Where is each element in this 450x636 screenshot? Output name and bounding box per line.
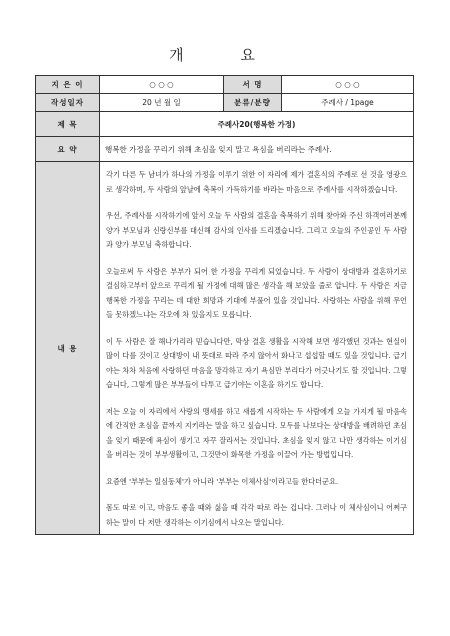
seo-label: 서 명 [224,76,282,94]
date-value: 20 년 월 일 [100,94,224,112]
category-value: 주례사 / 1page [282,94,414,112]
category-label: 분류/분량 [224,94,282,112]
author-label: 지 은 이 [36,76,100,94]
content-paragraph: 요즘엔 '부부는 일심동체'가 아니라 '부부는 이체사심'이라고들 한다더군요. [106,476,339,486]
date-label: 작성일자 [36,94,100,112]
subject-label: 제 목 [36,112,100,137]
overview-table [35,75,414,535]
seo-value: ○ ○ ○ [282,76,414,94]
subject-row [36,112,414,137]
document-title: 개 요 [169,46,281,64]
author-value: ○ ○ ○ [100,76,224,94]
summary-value: 행복한 가정을 꾸리기 위해 초심을 잊지 말고 욕심을 버리라는 주례사. [100,137,414,162]
content-body [100,162,414,535]
content-paragraph: 저는 오늘 이 자리에서 사랑의 맹세를 하고 새롭게 시작하는 두 사람에게 오늘 가지게 될 마음속에 간직한 초심을 끝까지 지키라는 말을 하고 싶습니다. 모두를 나보다는 상대방을 배려하던 초심을 잊기 때문에 욕심이 생기고 자꾸 잘라서는 것입니다. 초심을 잊지 않고 나만 생각하는 이기심을 버리는 것이 부부생활이고, 그것만이 화목한 가정을 이끌어 가는 방법입니다. [106,406,407,459]
subject-value: 주례사20(행복한 가정) [100,112,414,137]
content-paragraph: 몸도 따로 이고, 마음도 좋을 때와 싫을 때 각각 따로 라는 겁니다. 그러나 이 체사심이니 어쩌구 하는 말이 다 저만 생각하는 이기심에서 나오는 말입니다. [106,503,407,527]
date-row [36,94,414,112]
summary-label: 요 약 [36,137,100,162]
content-paragraph: 이 두 사람은 잘 해나가리라 믿습니다만, 막상 결혼 생활을 시작해 보면 생각했던 것과는 현실이 많이 다를 것이고 상대방이 내 뜻대로 따라 주지 않아서 화나고 섭섭할 때도 있을 것입니다. 급기야는 차차 처음에 사랑하던 마음을 망각하고 자기 욕심만 부리다가 어긋나기도 할 것입니다. 그렇습니다, 그렇게 많은 부부들이 다투고 급기야는 이혼을 하기도 합니다. [106,336,407,389]
summary-row [36,137,414,162]
content-paragraph: 각기 다른 두 남녀가 하나의 가정을 이루기 위한 이 자리에 제가 결혼식의 주례로 선 것을 영광으로 생각하며, 두 사람의 앞날에 축복이 가득하기를 바라는 마음으로 주례사를 시작하겠습니다. [106,170,407,194]
author-row [36,76,414,94]
content-paragraph: 우선, 주례사를 시작하기에 앞서 오늘 두 사람의 결혼을 축복하기 위해 찾아와 주신 하객여러분께 양가 부모님과 신랑신부를 대신해 감사의 인사를 드리겠습니다. 그리고 오늘의 주인공인 두 사람과 양가 부모님 축하합니다. [106,211,407,249]
content-row [36,162,414,535]
content-paragraph: 오늘로써 두 사람은 부부가 되어 한 가정을 꾸리게 되었습니다. 두 사람이 상대방과 결혼하기로 결심하고부터 앞으로 꾸리게 될 가정에 대해 많은 생각을 해 보았을 줄로 압니다. 두 사람은 지금 행복한 가정을 꾸리는 데 대한 희망과 기대에 부풀어 있을 것입니다. 사랑하는 사람을 위해 무언들 못하겠느냐는 각오에 차 있을지도 모릅니다. [106,266,407,319]
content-label: 내 용 [36,162,100,535]
